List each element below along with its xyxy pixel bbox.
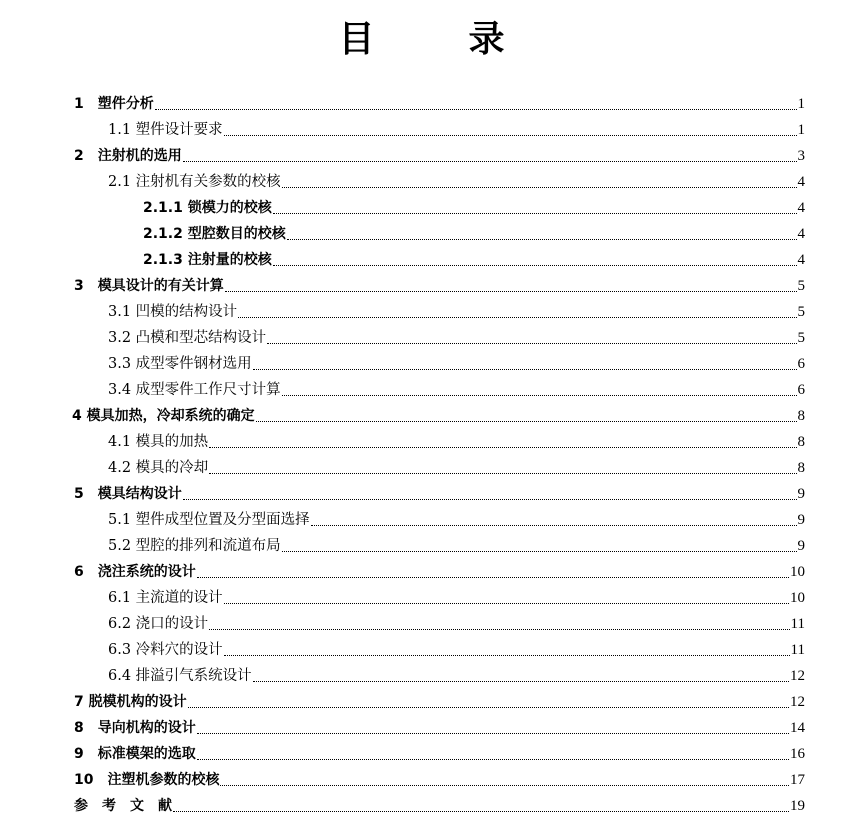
- toc-entry[interactable]: [0, 244, 845, 270]
- title-char-right: 录: [468, 17, 507, 60]
- toc-entry-title: 6.2 浇口的设计: [108, 616, 209, 632]
- dot-leader: [197, 759, 789, 760]
- toc-entry[interactable]: [0, 270, 845, 296]
- toc-entry[interactable]: [0, 296, 845, 322]
- dot-leader: [197, 733, 789, 734]
- toc-entry-page-number: 5: [797, 304, 805, 320]
- dot-leader: [225, 291, 797, 292]
- toc-entry-page-number: 5: [797, 330, 805, 346]
- toc-entry-title: 6.3 冷料穴的设计: [108, 642, 223, 658]
- toc-entry-title: 2.1.1 锁模力的校核: [143, 200, 272, 216]
- toc-entry[interactable]: [0, 686, 845, 712]
- toc-entry-title: 3.1 凹模的结构设计: [108, 304, 238, 320]
- toc-entry-page-number: 4: [797, 226, 805, 242]
- dot-leader: [224, 135, 797, 136]
- toc-entry-title: 7 脱模机构的设计: [74, 694, 187, 710]
- toc-entry-title: 5 模具结构设计: [74, 486, 182, 502]
- toc-entry[interactable]: [0, 348, 845, 374]
- dot-leader: [238, 317, 796, 318]
- toc-entry-title: 3.4 成型零件工作尺寸计算: [108, 382, 281, 398]
- toc-entry-page-number: 14: [790, 720, 805, 736]
- toc-entry-page-number: 4: [797, 200, 805, 216]
- dot-leader: [183, 161, 797, 162]
- toc-entry-page-number: 12: [790, 668, 805, 684]
- toc-entry-page-number: 11: [790, 616, 805, 632]
- toc-entry[interactable]: [0, 426, 845, 452]
- toc-entry-page-number: 3: [797, 148, 805, 164]
- toc-entry[interactable]: [0, 478, 845, 504]
- title-char-left: 目: [338, 17, 377, 60]
- toc-entry-page-number: 6: [797, 356, 805, 372]
- toc-entry[interactable]: [0, 660, 845, 686]
- toc-entry-page-number: 19: [790, 798, 805, 814]
- toc-entry-page-number: 4: [797, 252, 805, 268]
- toc-entry-page-number: 10: [790, 564, 805, 580]
- toc-entry-title: 参 考 文 献: [74, 798, 172, 814]
- toc-entry-title: 8 导向机构的设计: [74, 720, 196, 736]
- toc-entry-title: 2.1.2 型腔数目的校核: [143, 226, 286, 242]
- toc-entry-title: 6.1 主流道的设计: [108, 590, 223, 606]
- toc-entry-page-number: 4: [797, 174, 805, 190]
- toc-entry[interactable]: [0, 608, 845, 634]
- toc-entry-page-number: 12: [790, 694, 805, 710]
- toc-entry[interactable]: [0, 530, 845, 556]
- toc-entry-page-number: 8: [797, 434, 805, 450]
- toc-entry-page-number: 5: [797, 278, 805, 294]
- dot-leader: [253, 369, 797, 370]
- table-of-contents: [0, 88, 845, 816]
- dot-leader: [311, 525, 797, 526]
- toc-entry-title: 1 塑件分析: [74, 96, 154, 112]
- toc-entry-title: 5.1 塑件成型位置及分型面选择: [108, 512, 310, 528]
- dot-leader: [256, 421, 797, 422]
- toc-entry-title: 3 模具设计的有关计算: [74, 278, 224, 294]
- dot-leader: [267, 343, 796, 344]
- toc-entry[interactable]: [0, 634, 845, 660]
- toc-entry[interactable]: [0, 764, 845, 790]
- toc-entry[interactable]: [0, 140, 845, 166]
- toc-entry[interactable]: [0, 218, 845, 244]
- toc-entry[interactable]: [0, 114, 845, 140]
- dot-leader: [273, 213, 797, 214]
- page-title: [0, 8, 845, 64]
- toc-entry[interactable]: [0, 166, 845, 192]
- dot-leader: [253, 681, 789, 682]
- toc-entry-page-number: 17: [790, 772, 805, 788]
- dot-leader: [155, 109, 797, 110]
- toc-entry[interactable]: [0, 712, 845, 738]
- dot-leader: [224, 603, 789, 604]
- toc-entry-page-number: 8: [797, 408, 805, 424]
- toc-entry[interactable]: [0, 374, 845, 400]
- toc-entry[interactable]: [0, 88, 845, 114]
- dot-leader: [220, 785, 789, 786]
- dot-leader: [282, 187, 797, 188]
- toc-entry-page-number: 6: [797, 382, 805, 398]
- toc-entry-title: 10 注塑机参数的校核: [74, 772, 220, 788]
- toc-entry-title: 1.1 塑件设计要求: [108, 122, 223, 138]
- toc-entry-title: 4.2 模具的冷却: [108, 460, 209, 476]
- toc-entry-page-number: 9: [797, 512, 805, 528]
- dot-leader: [197, 577, 789, 578]
- dot-leader: [287, 239, 797, 240]
- toc-entry-title: 4 模具加热，冷却系统的确定: [72, 408, 255, 424]
- toc-entry-page-number: 11: [790, 642, 805, 658]
- toc-entry-page-number: 9: [797, 538, 805, 554]
- toc-entry-title: 3.2 凸模和型芯结构设计: [108, 330, 267, 346]
- dot-leader: [173, 811, 789, 812]
- toc-entry-page-number: 9: [797, 486, 805, 502]
- toc-entry[interactable]: [0, 738, 845, 764]
- toc-entry-title: 5.2 型腔的排列和流道布局: [108, 538, 281, 554]
- dot-leader: [282, 551, 797, 552]
- toc-entry-page-number: 1: [797, 96, 805, 112]
- toc-entry-title: 2 注射机的选用: [74, 148, 182, 164]
- toc-entry[interactable]: [0, 504, 845, 530]
- toc-entry[interactable]: [0, 322, 845, 348]
- dot-leader: [224, 655, 790, 656]
- toc-entry[interactable]: [0, 192, 845, 218]
- toc-entry[interactable]: [0, 452, 845, 478]
- toc-entry[interactable]: [0, 556, 845, 582]
- toc-entry-page-number: 10: [790, 590, 805, 606]
- dot-leader: [209, 447, 796, 448]
- toc-entry-page-number: 8: [797, 460, 805, 476]
- toc-entry-title: 6.4 排溢引气系统设计: [108, 668, 252, 684]
- toc-entry[interactable]: [0, 400, 845, 426]
- dot-leader: [209, 473, 796, 474]
- toc-entry-page-number: 1: [797, 122, 805, 138]
- toc-entry-title: 2.1.3 注射量的校核: [143, 252, 272, 268]
- dot-leader: [188, 707, 789, 708]
- toc-entry-title: 4.1 模具的加热: [108, 434, 209, 450]
- dot-leader: [273, 265, 797, 266]
- dot-leader: [282, 395, 797, 396]
- dot-leader: [209, 629, 789, 630]
- toc-entry-title: 2.1 注射机有关参数的校核: [108, 174, 281, 190]
- dot-leader: [183, 499, 797, 500]
- toc-entry-title: 3.3 成型零件钢材选用: [108, 356, 252, 372]
- toc-entry-title: 6 浇注系统的设计: [74, 564, 196, 580]
- toc-entry[interactable]: [0, 582, 845, 608]
- toc-entry[interactable]: [0, 790, 845, 816]
- toc-entry-title: 9 标准模架的选取: [74, 746, 196, 762]
- toc-entry-page-number: 16: [790, 746, 805, 762]
